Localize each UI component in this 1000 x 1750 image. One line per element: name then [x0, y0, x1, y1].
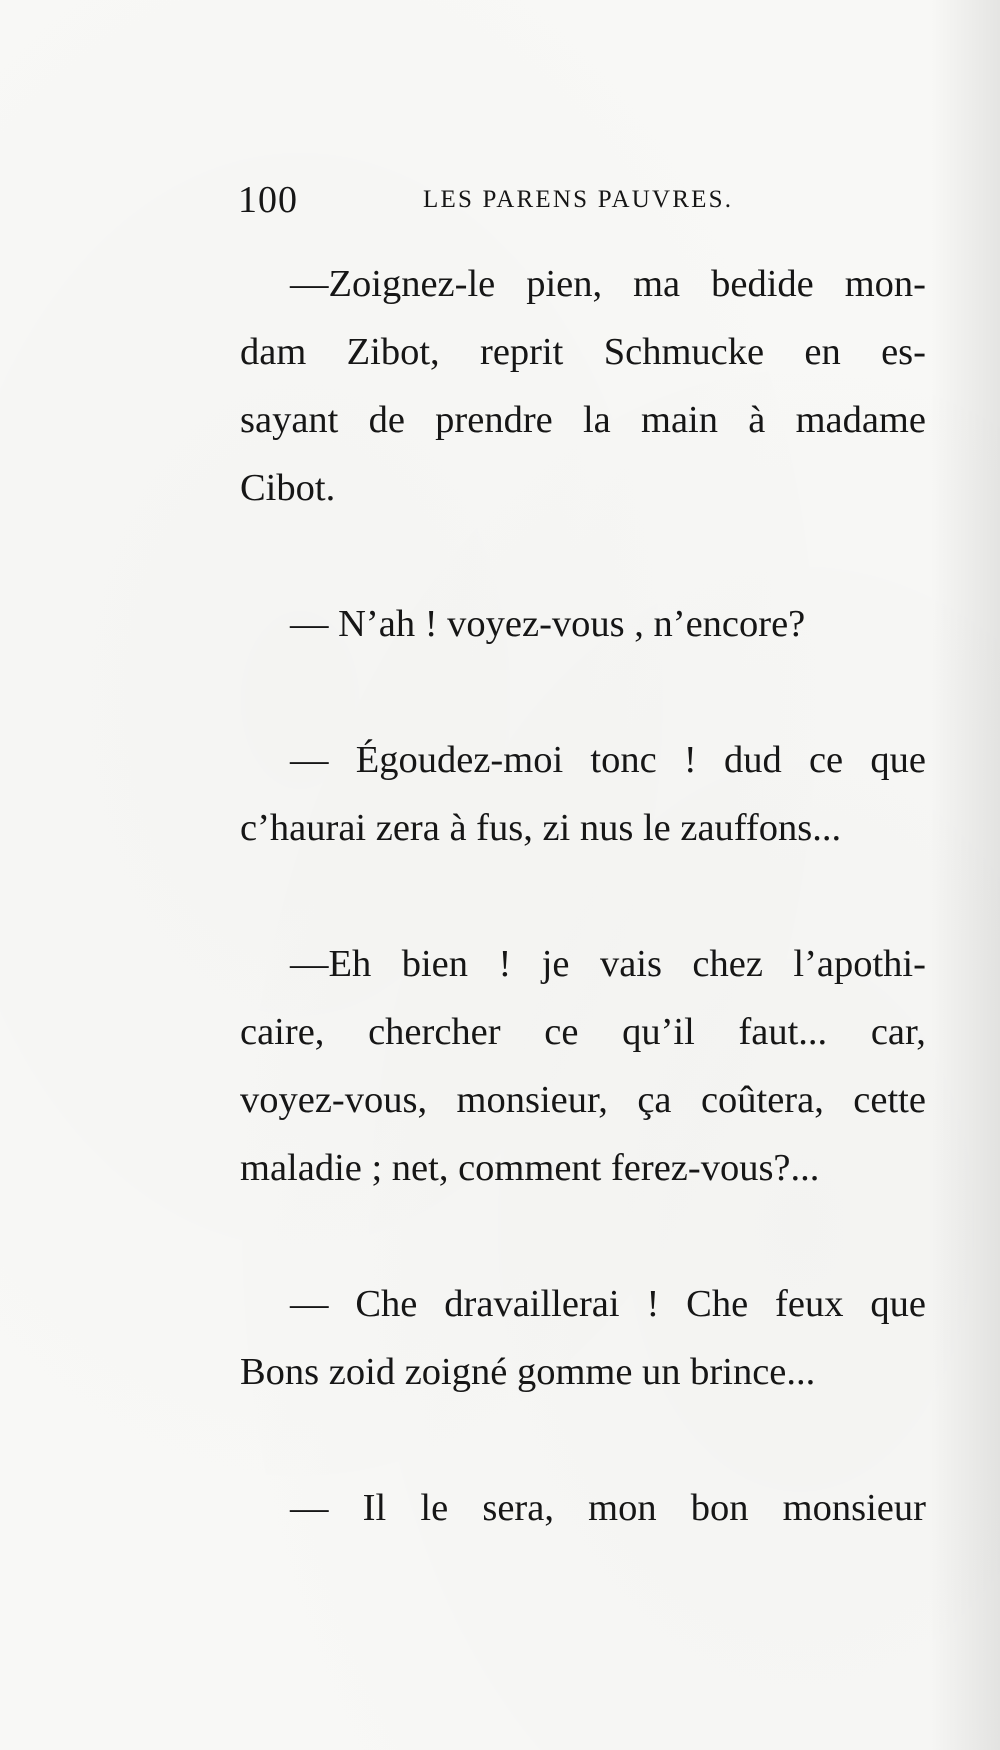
- word: es-: [881, 331, 926, 373]
- word: pien,: [526, 263, 603, 305]
- text-line: [240, 726, 926, 794]
- word: bien: [401, 943, 469, 985]
- word: reprit: [480, 331, 564, 373]
- word: vais: [599, 943, 662, 985]
- word: —: [290, 1487, 329, 1529]
- word: madame: [795, 399, 926, 441]
- word: caire,: [240, 1011, 325, 1053]
- page-edge-shadow: [930, 0, 1000, 1750]
- word: mon-: [844, 263, 926, 305]
- text-line: [240, 1270, 926, 1338]
- word: je: [541, 943, 570, 985]
- word: !: [683, 739, 697, 781]
- paragraph-gap: [240, 658, 926, 726]
- word: faut...: [738, 1011, 828, 1053]
- word: —: [290, 1283, 329, 1325]
- text-line: [240, 318, 926, 386]
- word: de: [368, 399, 405, 441]
- word: à: [748, 399, 766, 441]
- word: ma: [633, 263, 681, 305]
- word: cette: [853, 1079, 926, 1121]
- word: coûtera,: [700, 1079, 824, 1121]
- word: ce: [808, 739, 844, 781]
- word: dravaillerai: [444, 1283, 620, 1325]
- text-line: c’haurai zera à fus, zi nus le zauffons...: [240, 807, 842, 849]
- word: l’apothi-: [793, 943, 926, 985]
- word: ça: [637, 1079, 672, 1121]
- word: mon: [588, 1487, 657, 1529]
- text-line: — N’ah ! voyez-vous , n’encore?: [290, 603, 806, 645]
- text-line: [240, 1066, 926, 1134]
- word: prendre: [435, 399, 553, 441]
- word: bedide: [711, 263, 814, 305]
- word: en: [804, 331, 841, 373]
- word: monsieur,: [456, 1079, 608, 1121]
- page-header: [238, 178, 928, 222]
- text-line: [240, 386, 926, 454]
- paragraph-gap: [240, 862, 926, 930]
- word: la: [582, 399, 611, 441]
- word: !: [646, 1283, 660, 1325]
- text-line: [240, 998, 926, 1066]
- word: Schmucke: [603, 331, 765, 373]
- word: monsieur: [782, 1487, 926, 1529]
- text-line: maladie ; net, comment ferez-vous?...: [240, 1147, 820, 1189]
- word: Che: [355, 1283, 418, 1325]
- word: car,: [870, 1011, 926, 1053]
- word: —Eh: [290, 943, 372, 985]
- word: dam: [240, 331, 307, 373]
- text-line: [240, 1474, 926, 1542]
- text-line: [240, 930, 926, 998]
- text-line: [240, 250, 926, 318]
- paragraph-gap: [240, 522, 926, 590]
- word: chercher: [368, 1011, 501, 1053]
- word: tonc: [590, 739, 657, 781]
- word: sayant: [240, 399, 339, 441]
- word: Zibot,: [346, 331, 440, 373]
- word: !: [498, 943, 512, 985]
- word: Il: [362, 1487, 387, 1529]
- paragraph-gap: [240, 1406, 926, 1474]
- word: sera,: [482, 1487, 554, 1529]
- word: —: [290, 739, 329, 781]
- paragraph-gap: [240, 1202, 926, 1270]
- word: main: [641, 399, 718, 441]
- word: qu’il: [622, 1011, 695, 1053]
- word: ce: [544, 1011, 579, 1053]
- running-title: LES PARENS PAUVRES.: [423, 186, 734, 213]
- word: feux: [775, 1283, 844, 1325]
- text-line: Cibot.: [240, 467, 336, 509]
- body-text: [240, 250, 926, 1542]
- word: Égoudez-moi: [355, 739, 564, 781]
- page-number: 100: [238, 179, 298, 221]
- word: bon: [690, 1487, 749, 1529]
- text-line: Bons zoid zoigné gomme un brince...: [240, 1351, 816, 1393]
- word: chez: [692, 943, 763, 985]
- word: le: [420, 1487, 449, 1529]
- word: que: [870, 1283, 926, 1325]
- word: voyez-vous,: [240, 1079, 428, 1121]
- word: Che: [686, 1283, 749, 1325]
- word: dud: [723, 739, 782, 781]
- word: que: [870, 739, 926, 781]
- word: —Zoignez-le: [290, 263, 496, 305]
